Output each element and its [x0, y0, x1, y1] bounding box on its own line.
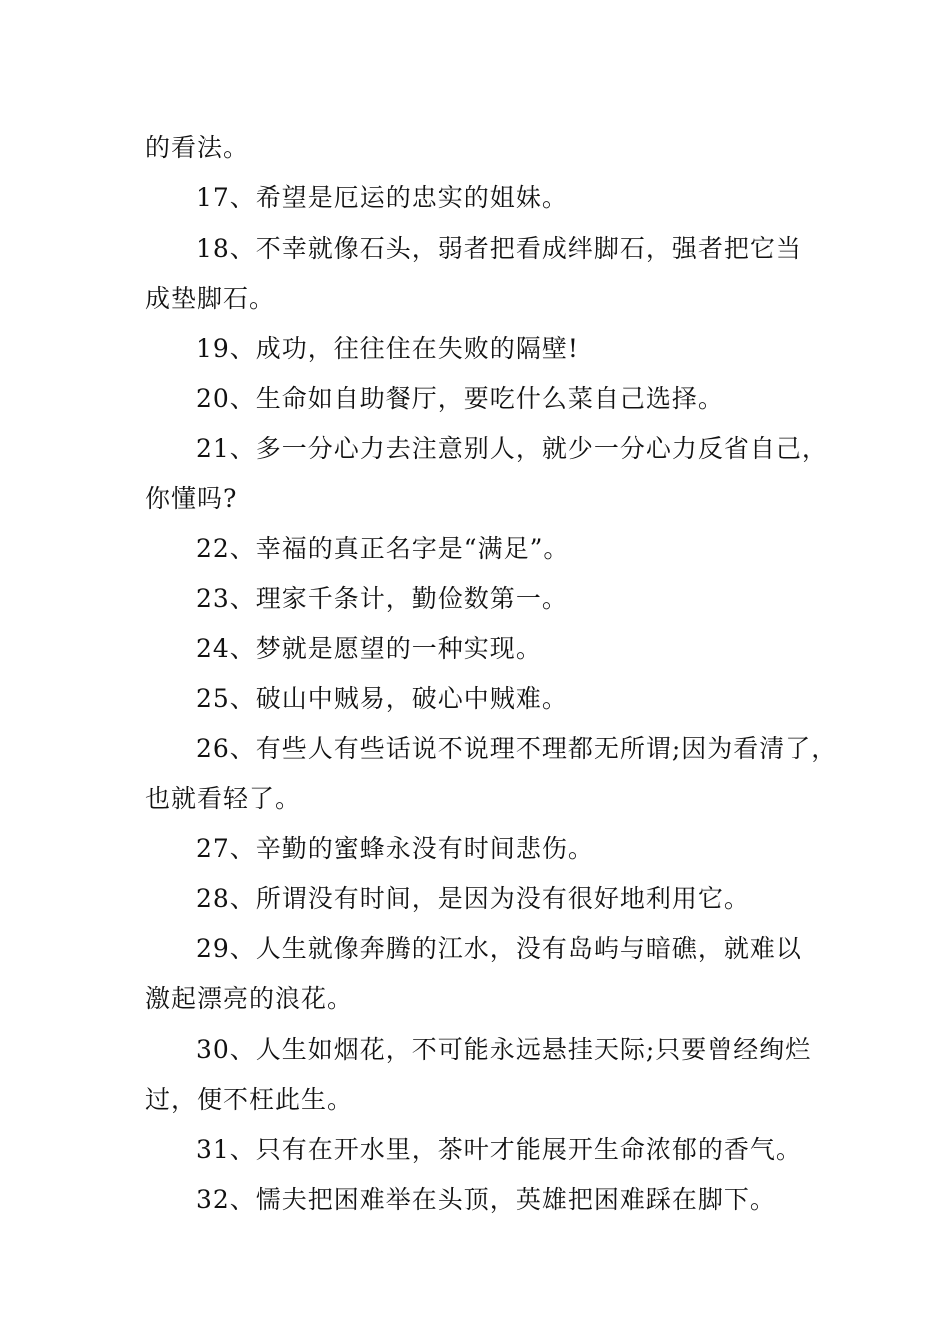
quote-25: 25、破山中贼易，破心中贼难。	[196, 684, 568, 713]
quote-20: 20、生命如自助餐厅，要吃什么菜自己选择。	[196, 384, 724, 413]
quote-23: 23、理家千条计，勤俭数第一。	[196, 584, 568, 613]
quote-32: 32、懦夫把困难举在头顶，英雄把困难踩在脚下。	[196, 1185, 776, 1214]
quote-30: 30、人生如烟花，不可能永远悬挂天际;只要曾经绚烂	[196, 1035, 812, 1064]
text-line: 的看法。	[145, 133, 250, 162]
quote-17: 17、希望是厄运的忠实的姐妹。	[196, 183, 568, 212]
quote-29-cont: 激起漂亮的浪花。	[145, 984, 354, 1013]
quote-27: 27、辛勤的蜜蜂永没有时间悲伤。	[196, 834, 594, 863]
quote-18: 18、不幸就像石头，弱者把看成绊脚石，强者把它当	[196, 234, 802, 263]
quote-21-cont: 你懂吗?	[145, 484, 238, 513]
quote-28: 28、所谓没有时间，是因为没有很好地利用它。	[196, 884, 750, 913]
quote-18-cont: 成垫脚石。	[145, 284, 276, 313]
quote-19: 19、成功，往往住在失败的隔壁!	[196, 334, 579, 363]
quote-26: 26、有些人有些话说不说理不理都无所谓;因为看清了，	[196, 734, 838, 763]
quote-26-cont: 也就看轻了。	[145, 784, 302, 813]
quote-31: 31、只有在开水里，茶叶才能展开生命浓郁的香气。	[196, 1135, 802, 1164]
quote-29: 29、人生就像奔腾的江水，没有岛屿与暗礁，就难以	[196, 934, 802, 963]
quote-24: 24、梦就是愿望的一种实现。	[196, 634, 542, 663]
quote-21: 21、多一分心力去注意别人，就少一分心力反省自己，	[196, 434, 828, 463]
quote-22: 22、幸福的真正名字是“满足”。	[196, 534, 570, 563]
quote-30-cont: 过，便不枉此生。	[145, 1085, 354, 1114]
